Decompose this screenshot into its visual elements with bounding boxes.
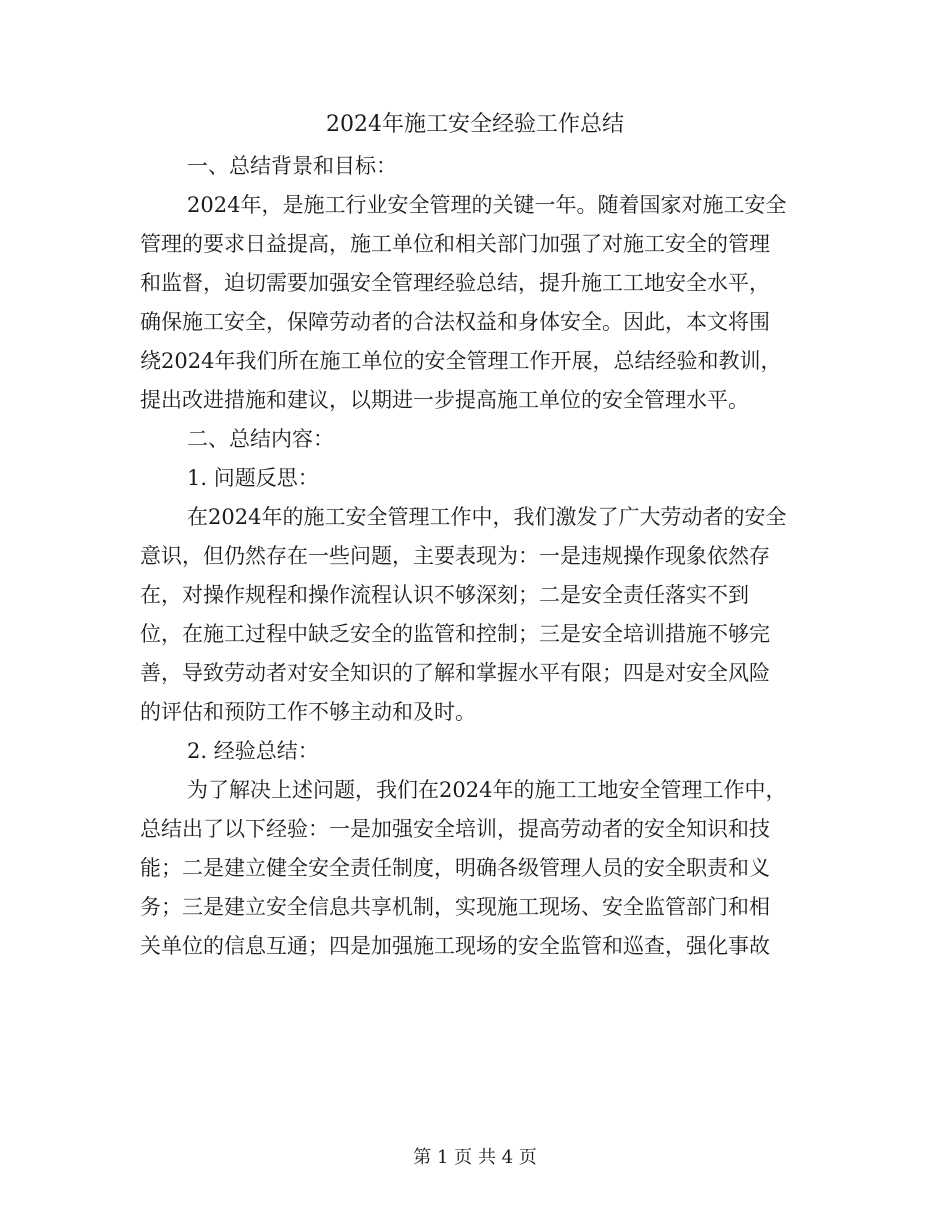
- section-heading-background: 一、总结背景和目标：: [187, 154, 397, 178]
- paragraph-line: 和监督，迫切需要加强安全管理经验总结，提升施工工地安全水平，: [140, 271, 770, 295]
- paragraph-line: 绕2024年我们所在施工单位的安全管理工作开展，总结经验和教训，: [140, 349, 782, 373]
- paragraph-line: 的评估和预防工作不够主动和及时。: [140, 700, 476, 724]
- paragraph-line: 确保施工安全，保障劳动者的合法权益和身体安全。因此，本文将围: [140, 310, 770, 334]
- paragraph-line: 在2024年的施工安全管理工作中，我们激发了广大劳动者的安全: [187, 505, 787, 529]
- paragraph-reflection: [140, 498, 810, 732]
- paragraph-line: 2024年，是施工行业安全管理的关键一年。随着国家对施工安全: [187, 193, 787, 217]
- paragraph-line: 提出改进措施和建议，以期进一步提高施工单位的安全管理水平。: [140, 388, 749, 412]
- paragraph-line: 为了解决上述问题，我们在2024年的施工工地安全管理工作中，: [187, 778, 787, 802]
- paragraph-background: [140, 186, 810, 420]
- paragraph-line: 总结出了以下经验：一是加强安全培训，提高劳动者的安全知识和技: [140, 817, 770, 841]
- subsection-heading-reflection: 1. 问题反思：: [187, 466, 319, 490]
- paragraph-line: 在，对操作规程和操作流程认识不够深刻；二是安全责任落实不到: [140, 583, 749, 607]
- paragraph-experience: [140, 771, 810, 966]
- page-number-footer: 第 1 页 共 4 页: [413, 1147, 537, 1168]
- document-title: 2024年施工安全经验工作总结: [326, 112, 624, 137]
- paragraph-line: 务；三是建立安全信息共享机制，实现施工现场、安全监管部门和相: [140, 895, 770, 919]
- paragraph-line: 善，导致劳动者对安全知识的了解和掌握水平有限；四是对安全风险: [140, 661, 770, 685]
- section-heading-content: 二、总结内容：: [187, 427, 334, 451]
- document-body: [140, 105, 810, 966]
- paragraph-line: 关单位的信息互通；四是加强施工现场的安全监管和巡查，强化事故: [140, 934, 770, 958]
- subsection-heading-experience: 2. 经验总结：: [187, 739, 319, 763]
- paragraph-line: 位，在施工过程中缺乏安全的监管和控制；三是安全培训措施不够完: [140, 622, 770, 646]
- paragraph-line: 管理的要求日益提高，施工单位和相关部门加强了对施工安全的管理: [140, 232, 770, 256]
- paragraph-line: 能；二是建立健全安全责任制度，明确各级管理人员的安全职责和义: [140, 856, 770, 880]
- paragraph-line: 意识，但仍然存在一些问题，主要表现为：一是违规操作现象依然存: [140, 544, 770, 568]
